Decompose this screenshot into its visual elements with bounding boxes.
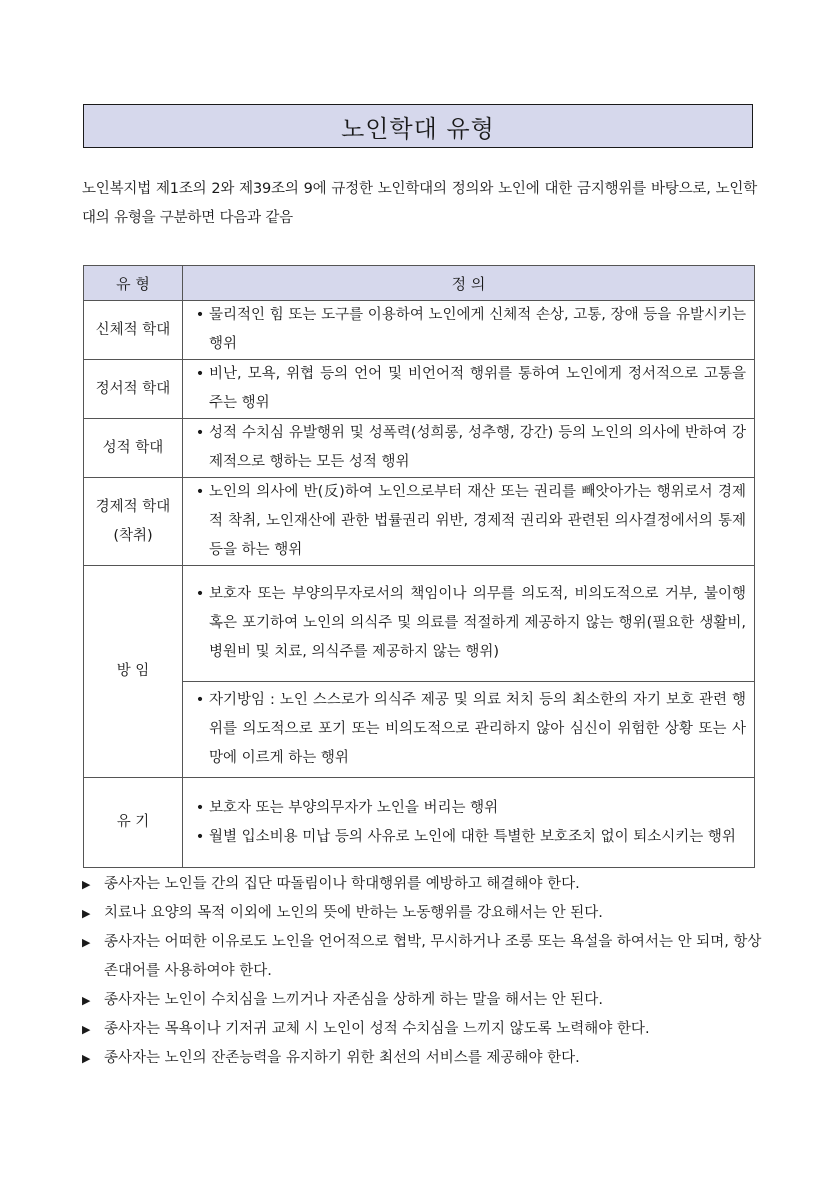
- bullet: •: [195, 692, 205, 708]
- definition-text: 물리적인 힘 또는 도구를 이용하여 노인에게 신체적 손상, 고통, 장애 등을 유발시키는 행위: [209, 307, 746, 352]
- definition-item: [191, 823, 746, 852]
- definition-item: [191, 301, 746, 359]
- definition-item: [191, 580, 746, 667]
- triangle-right-icon: ▶: [82, 1023, 91, 1036]
- prohibited-acts-list: [82, 870, 762, 1073]
- rule-text: 종사자는 노인이 수치심을 느끼거나 자존심을 상하게 하는 말을 해서는 안 된다.: [104, 992, 603, 1008]
- definition-cell: [183, 478, 755, 566]
- definition-text: 성적 수치심 유발행위 및 성폭력(성희롱, 성추행, 강간) 등의 노인의 의사에 반하여 강제적으로 행하는 모든 성적 행위: [209, 425, 746, 470]
- definition-text: 보호자 또는 부양의무자가 노인을 버리는 행위: [209, 799, 499, 816]
- triangle-right-icon: ▶: [82, 936, 91, 949]
- type-cell: 정서적 학대: [84, 360, 183, 419]
- table-row-neglect: [84, 566, 755, 778]
- rule-text: 종사자는 노인들 간의 집단 따돌림이나 학대행위를 예방하고 해결해야 한다.: [104, 876, 580, 892]
- definition-text: 자기방임 : 노인 스스로가 의식주 제공 및 의료 처치 등의 최소한의 자기 보호 관련 행위를 의도적으로 포기 또는 비의도적으로 관리하지 않아 심신이 위험한 상황 또는 사망에 이르게 하는 행위: [209, 692, 746, 766]
- bullet: •: [195, 366, 205, 382]
- rule-text: 종사자는 노인의 잔존능력을 유지하기 위한 최선의 서비스를 제공해야 한다.: [104, 1050, 580, 1066]
- definition-text: 노인의 의사에 반(反)하여 노인으로부터 재산 또는 권리를 빼앗아가는 행위로서 경제적 착취, 노인재산에 관한 법률권리 위반, 경제적 권리와 관련된 의사결정에서의 통제 등을 하는 행위: [209, 484, 746, 558]
- table-row-economic: [84, 478, 755, 566]
- bullet: •: [195, 307, 205, 323]
- triangle-right-icon: ▶: [82, 907, 91, 920]
- type-line: 경제적 학대: [95, 498, 171, 515]
- definition-subblock: [183, 682, 754, 777]
- definition-cell: [183, 360, 755, 419]
- triangle-right-icon: ▶: [82, 1052, 91, 1065]
- definition-text: 비난, 모욕, 위협 등의 언어 및 비언어적 행위를 통하여 노인에게 정서적으로 고통을 주는 행위: [209, 366, 746, 411]
- page-title: 노인학대 유형: [341, 114, 495, 143]
- list-item: [82, 899, 762, 928]
- definition-subblock: [183, 566, 754, 682]
- abuse-types-table: [83, 265, 755, 868]
- list-item: [82, 1044, 762, 1073]
- type-line: (착취): [113, 527, 153, 544]
- definition-item: [191, 686, 746, 773]
- list-item: [82, 1015, 762, 1044]
- definition-cell: [183, 301, 755, 360]
- definition-item: [191, 419, 746, 477]
- page-title-box: [83, 104, 753, 148]
- type-cell: 유 기: [84, 778, 183, 868]
- rule-text: 치료나 요양의 목적 이외에 노인의 뜻에 반하는 노동행위를 강요해서는 안 된다.: [104, 905, 603, 921]
- type-cell: [84, 478, 183, 566]
- table-row-emotional: [84, 360, 755, 419]
- definition-item: [191, 360, 746, 418]
- table-header-row: [84, 266, 755, 301]
- table-row-sexual: [84, 419, 755, 478]
- table-row-physical: [84, 301, 755, 360]
- definition-cell: [183, 419, 755, 478]
- intro-paragraph: 노인복지법 제1조의 2와 제39조의 9에 규정한 노인학대의 정의와 노인에 대한 금지행위를 바탕으로, 노인학대의 유형을 구분하면 다음과 같음: [82, 181, 757, 226]
- triangle-right-icon: ▶: [82, 878, 91, 891]
- type-cell: 신체적 학대: [84, 301, 183, 360]
- bullet: •: [195, 586, 205, 602]
- bullet: •: [195, 799, 205, 816]
- list-item: [82, 870, 762, 899]
- definition-cell: [183, 778, 755, 868]
- triangle-right-icon: ▶: [82, 994, 91, 1007]
- bullet: •: [195, 828, 205, 845]
- bullet: •: [195, 484, 205, 500]
- list-item: [82, 986, 762, 1015]
- definition-text: 보호자 또는 부양의무자로서의 책임이나 의무를 의도적, 비의도적으로 거부, 불이행 혹은 포기하여 노인의 의식주 및 의료를 적절하게 제공하지 않는 행위(필요한 생활비, 병원비 및 치료, 의식주를 제공하지 않는 행위): [209, 586, 746, 660]
- list-item: [82, 928, 762, 986]
- definition-item: [191, 478, 746, 565]
- definition-text: 월별 입소비용 미납 등의 사유로 노인에 대한 특별한 보호조치 없이 퇴소시키는 행위: [209, 828, 736, 845]
- table-row-abandonment: [84, 778, 755, 868]
- header-definition: 정 의: [183, 266, 755, 301]
- definition-cell: [183, 566, 755, 778]
- bullet: •: [195, 425, 205, 441]
- rule-text: 종사자는 목욕이나 기저귀 교체 시 노인이 성적 수치심을 느끼지 않도록 노력해야 한다.: [104, 1021, 650, 1037]
- definition-item: [191, 794, 746, 823]
- header-type: 유 형: [84, 266, 183, 301]
- type-cell: 방 임: [84, 566, 183, 778]
- rule-text: 종사자는 어떠한 이유로도 노인을 언어적으로 협박, 무시하거나 조롱 또는 욕설을 하여서는 안 되며, 항상 존대어를 사용하여야 한다.: [104, 934, 762, 979]
- type-cell: 성적 학대: [84, 419, 183, 478]
